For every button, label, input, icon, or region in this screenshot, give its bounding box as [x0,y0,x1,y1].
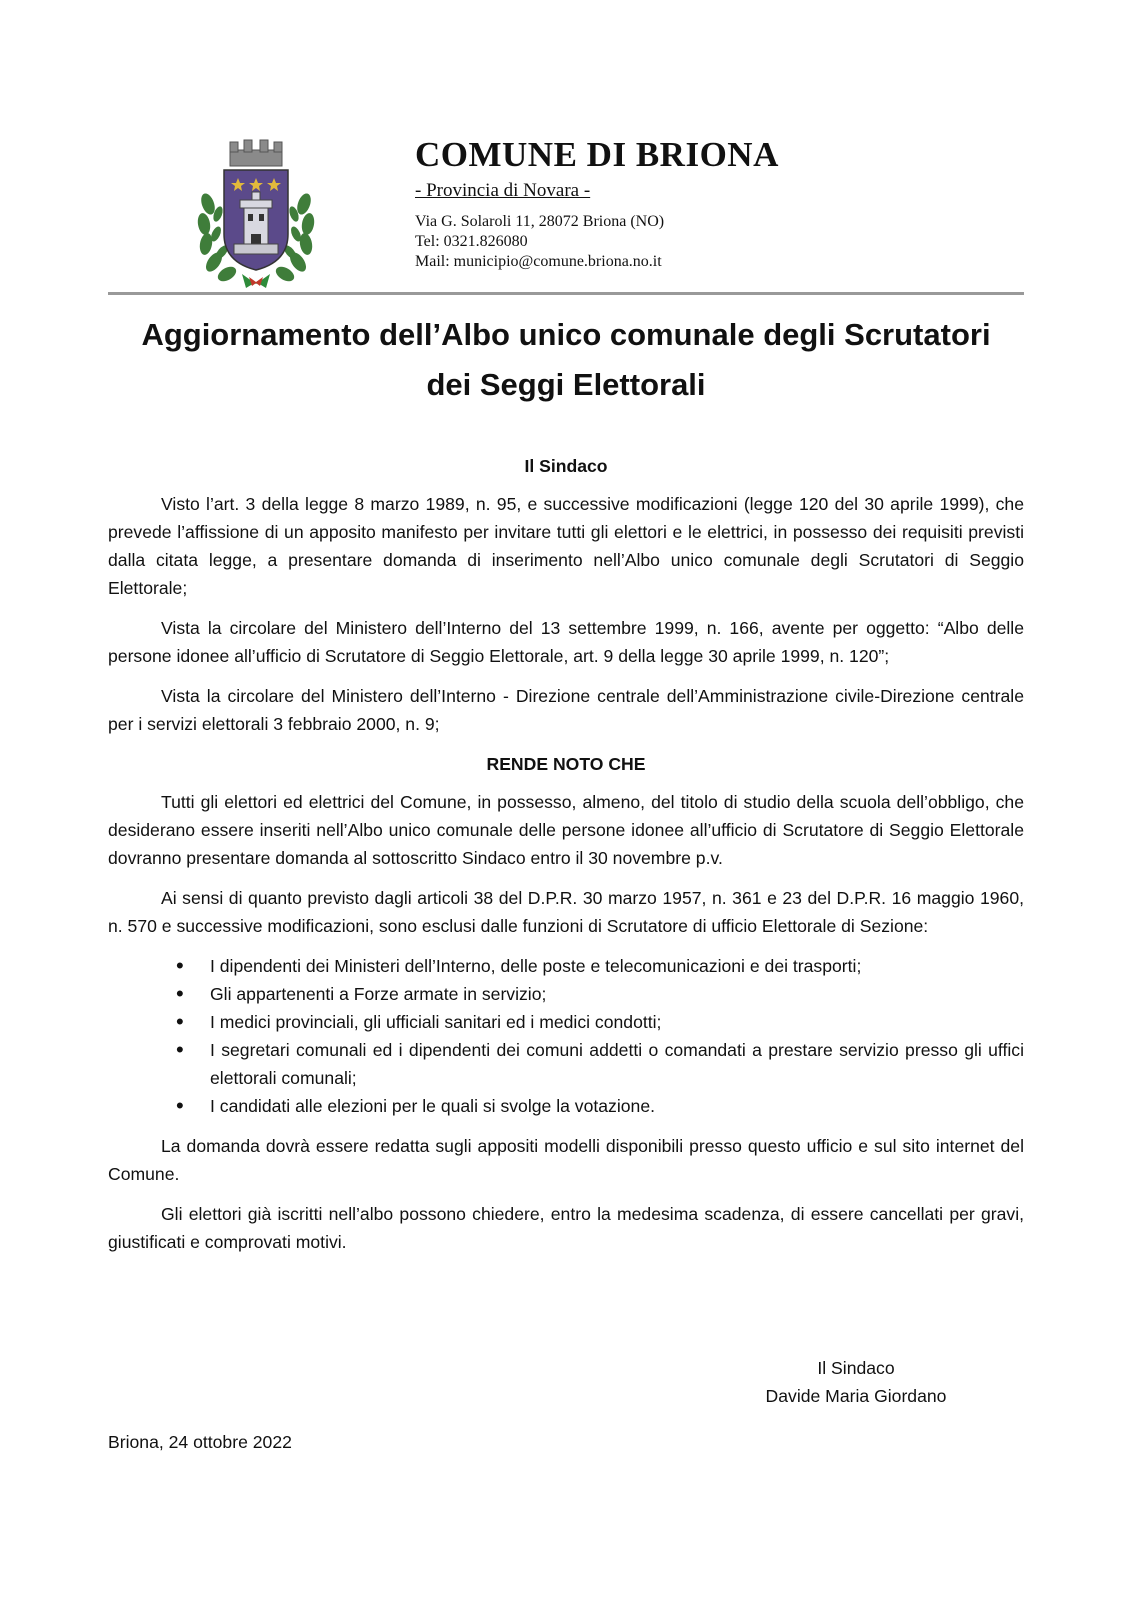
document-date: Briona, 24 ottobre 2022 [108,1432,292,1452]
list-item: • I medici provinciali, gli ufficiali sanitari ed i medici condotti; [108,1008,1024,1036]
paragraph: Visto l’art. 3 della legge 8 marzo 1989, n. 95, e successive modificazioni (legge 120 del 30 aprile 1999), che prevede l’affissione di un apposito manifesto per invitare tutti gli elettori e le elettrici, in possesso dei requisiti previsti dalla citata legge, a presentare domanda di inserimento nell’Albo unico comunale degli Scrutatori di Seggio Elettorale; [108,494,1024,598]
signature-name: Davide Maria Giordano [765,1386,947,1406]
paragraph: Gli elettori già iscritti nell’albo possono chiedere, entro la medesima scadenza, di essere cancellati per gravi, giustificati e comprovati motivi. [108,1204,1024,1252]
letterhead-text [415,134,779,272]
document-title [108,310,1024,410]
municipality-name: COMUNE DI BRIONA [415,135,779,174]
list-item: • Gli appartenenti a Forze armate in servizio; [108,980,1024,1008]
letterhead [108,128,1024,292]
paragraph: Tutti gli elettori ed elettrici del Comune, in possesso, almeno, del titolo di studio della scuola dell’obbligo, che desiderano essere inseriti nell’Albo unico comunale delle persone idonee all’ufficio di Scrutatore di Seggio Elettorale dovranno presentare domanda al sottoscritto Sindaco entro il 30 novembre p.v. [108,792,1024,868]
email: Mail: municipio@comune.briona.no.it [415,253,662,270]
title-line-2: dei Seggi Elettorali [426,367,706,402]
paragraph: La domanda dovrà essere redatta sugli appositi modelli disponibili presso questo ufficio e sul sito internet del Comune. [108,1136,1024,1184]
list-item: • I segretari comunali ed i dipendenti dei comuni addetti o comandati a prestare servizio presso gli uffici elettorali comunali; [108,1036,1024,1092]
signature-role: Il Sindaco [817,1358,895,1378]
coat-of-arms-icon [194,134,318,290]
list-item: • I dipendenti dei Ministeri dell’Interno, delle poste e telecomunicazioni e dei trasporti; [108,952,1024,980]
heading-rende-noto: RENDE NOTO CHE [486,754,646,774]
document-body [108,452,1024,1268]
title-line-1: Aggiornamento dell’Albo unico comunale degli Scrutatori [141,317,991,352]
heading-sindaco: Il Sindaco [524,456,608,476]
list-item: • I candidati alle elezioni per le quali si svolge la votazione. [108,1092,1024,1120]
header-divider [108,292,1024,295]
phone: Tel: 0321.826080 [415,233,528,250]
paragraph: Vista la circolare del Ministero dell’Interno - Direzione centrale dell’Amministrazione civile-Direzione centrale per i servizi elettorali 3 febbraio 2000, n. 9; [108,686,1024,734]
paragraph: Ai sensi di quanto previsto dagli articoli 38 del D.P.R. 30 marzo 1957, n. 361 e 23 del D.P.R. 16 maggio 1960, n. 570 e successive modificazioni, sono esclusi dalle funzioni di Scrutatore di ufficio Elettorale di Sezione: [108,888,1024,936]
signature-block [756,1354,956,1410]
province: - Provincia di Novara - [415,180,591,201]
address: Via G. Solaroli 11, 28072 Briona (NO) [415,213,665,230]
exclusions-list [108,952,1024,1120]
paragraph: Vista la circolare del Ministero dell’Interno del 13 settembre 1999, n. 166, avente per oggetto: “Albo delle persone idonee all’ufficio di Scrutatore di Seggio Elettorale, art. 9 della legge 30 aprile 1999, n. 120”; [108,618,1024,666]
